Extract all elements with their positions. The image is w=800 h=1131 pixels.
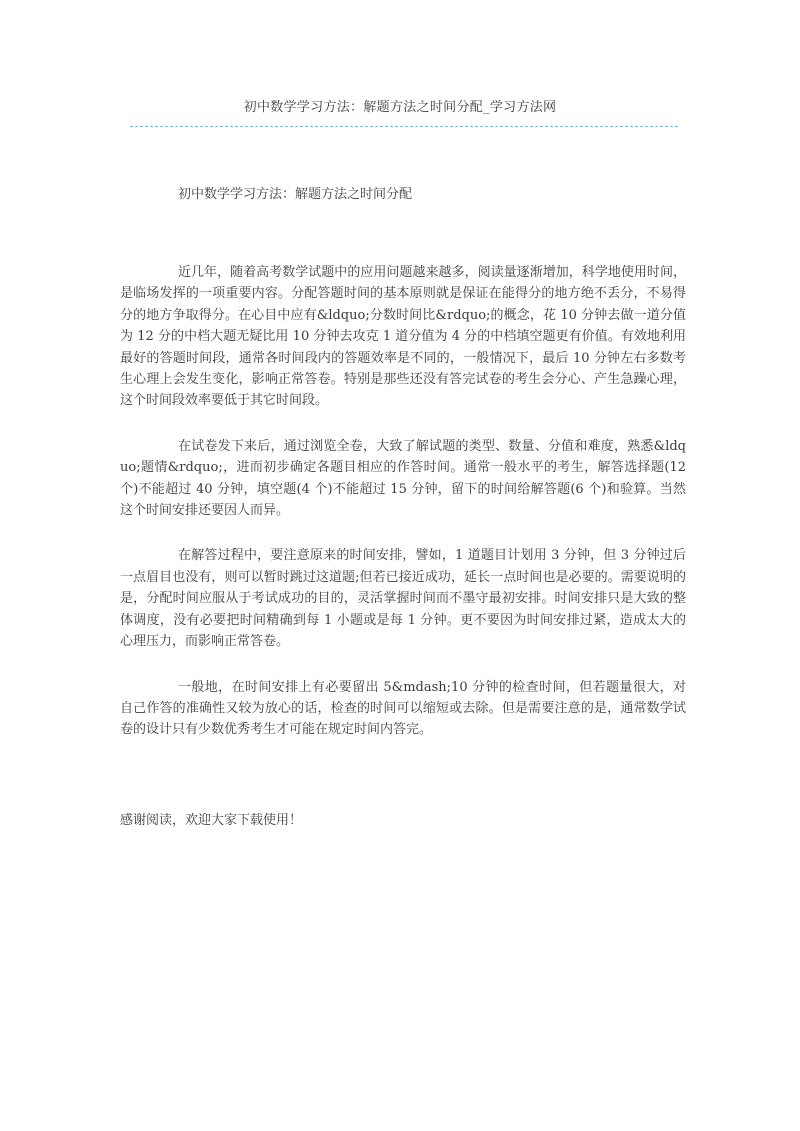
- article-paragraph: 近几年，随着高考数学试题中的应用问题越来越多，阅读量逐渐增加，科学地使用时间，是临场发挥的一项重要内容。分配答题时间的基本原则就是保证在能得分的地方绝不丢分，不易得分的地方争取得分。在心目中应有&ldquo;分数时间比&rdquo;的概念，花 10 分钟去做一道分值为 12 分的中档大题无疑比用 10 分钟去攻克 1 道分值为 4 分的中档填空题更有价值。有效地利用最好的答题时间段，通常各时间段内的答题效率是不同的，一般情况下，最后 10 分钟左右多数考生心理上会发生变化，影响正常答卷。特别是那些还没有答完试卷的考生会分心、产生急躁心理，这个时间段效率要低于其它时间段。: [120, 265, 686, 409]
- article-title: 初中数学学习方法：解题方法之时间分配: [178, 187, 413, 202]
- page-header-title: 初中数学学习方法：解题方法之时间分配_学习方法网: [243, 100, 557, 115]
- article-paragraph: 在解答过程中，要注意原来的时间安排，譬如，1 道题目计划用 3 分钟，但 3 分钟过后一点眉目也没有，则可以暂时跳过这道题;但若已接近成功，延长一点时间也是必要的。需要说明的是，分配时间应服从于考试成功的目的，灵活掌握时间而不墨守最初安排。时间安排只是大致的整体调度，没有必要把时间精确到每 1 小题或是每 1 分钟。更不要因为时间安排过紧，造成太大的心理压力，而影响正常答卷。: [120, 548, 686, 650]
- article-paragraph: 一般地，在时间安排上有必要留出 5&mdash;10 分钟的检查时间，但若题量很大，对自己作答的准确性又较为放心的话，检查的时间可以缩短或去除。但是需要注意的是，通常数学试卷的设计只有少数优秀考生才可能在规定时间内答完。: [120, 679, 686, 738]
- article-paragraph: 在试卷发下来后，通过浏览全卷，大致了解试题的类型、数量、分值和难度，熟悉&ldquo;题情&rdquo;，进而初步确定各题目相应的作答时间。通常一般水平的考生，解答选择题(12 个)不能超过 40 分钟，填空题(4 个)不能超过 15 分钟，留下的时间给解答题(6 个)和验算。当然这个时间安排还要因人而异。: [120, 438, 686, 519]
- article-body: [120, 262, 686, 765]
- closing-note: 感谢阅读，欢迎大家下载使用！: [120, 813, 303, 828]
- header-divider: [130, 126, 678, 127]
